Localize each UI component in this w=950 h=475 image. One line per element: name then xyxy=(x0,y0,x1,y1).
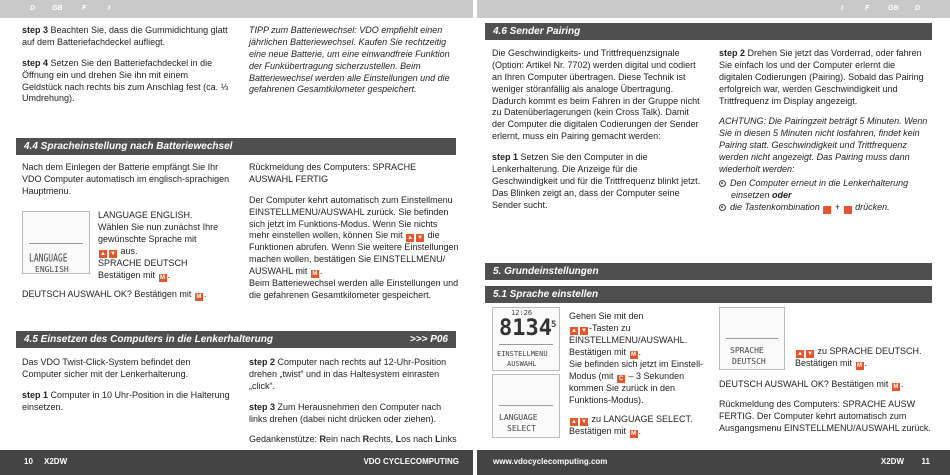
lcd-time: 12:26 xyxy=(511,309,533,317)
pairing-option-1: Den Computer erneut in die Lenkerhalterung einsetzen oder xyxy=(719,178,931,202)
up-key-icon: ▲ xyxy=(407,235,414,242)
section-4-6-right: step 2 Drehen Sie jetzt das Vorderrad, oder fahren Sie einfach los und der Computer erlernt die digitalen Codierungen (Pairing). Sobald das Pairing erfolgreich war, werden Geschwindigkeit und Trittfrequenz im Display angezeigt. ACHTUNG: Die Pairingzeit beträgt 5 Minuten. Wenn Sie in diesen 5 Minuten nicht losfahren, findet kein Pairing statt. Geschwindigkeit und Trittfrequenz werden nicht angezeigt. Das Pairing muss dann wiederholt werden: Den Computer erneut in die Lenkerhalterung einsetzen oder die Tastenkombination C + M drücken. xyxy=(719,48,931,214)
lcd-language-select xyxy=(492,374,560,438)
footer-left xyxy=(0,450,473,475)
lcd-text: AUSWAHL xyxy=(507,360,537,368)
lcd-language-english xyxy=(22,211,90,274)
lang-label-i: I xyxy=(108,5,110,12)
header-bar-right xyxy=(477,0,950,18)
lcd-text: LANGUAGE xyxy=(29,252,68,265)
lang-label-d: D xyxy=(915,5,921,12)
m-key-icon: M xyxy=(312,271,318,278)
m-key-icon: M xyxy=(631,431,637,438)
section-4-6-left: Die Geschwindigkeits- und Trittfrequenzsignale (Option: Artikel Nr. 7702) werden digital und codiert an Ihren Computer übertragen. Diese Technik ist weniger störanfällig als analoge Übertragung. Dadurch kommt es beim Fahren in der Gruppe nicht zu Datenüberlagerungen (kein Cross Talk). Damit der Computer die digitalen Codierungen der Sender erlernt, muss ein Pairing gemacht werden: step 1 Setzen Sie den Computer in die Lenkerhalterung. Die Anzeige für die Geschwindigkeit und für die Trittfrequenz blinkt jetzt. Das Blinken zeigt an, dass der Computer seine Sender sucht. xyxy=(492,48,701,210)
lcd-text: SPRACHE xyxy=(730,346,764,355)
battery-tip: TIPP zum Batteriewechsel: VDO empfiehlt einen jährlichen Batteriewechsel. Kaufen Sie rechtzeitig eine neue Batterie, um eine einwandfreie Funktion der Funkübertragung sicherzustellen. Beim Batteriewechsel werden alle Einstellungen und die gefahrenen Gesamtkilometer gespeichert. xyxy=(249,25,450,95)
up-key-icon: ▲ xyxy=(100,250,106,257)
lcd-text: DEUTSCH xyxy=(732,357,766,366)
page-gutter xyxy=(475,0,477,475)
section-title-5-1: 5.1 Sprache einstellen xyxy=(485,286,932,303)
lang-label-gb: GB xyxy=(888,5,899,12)
lcd-text: SELECT xyxy=(507,424,536,433)
down-key-icon: ▼ xyxy=(581,327,587,334)
section-title-4-5: 4.5 Einsetzen des Computers in die Lenkerhalterung >>> P06 xyxy=(16,331,456,348)
website-url[interactable]: www.vdocyclecomputing.com xyxy=(493,457,608,466)
page-number-right: 11 xyxy=(921,457,930,466)
lcd-text: ENGLISH xyxy=(35,265,69,274)
m-key-icon: M xyxy=(893,384,899,390)
m-key-icon: M xyxy=(631,351,637,358)
section-4-4-confirm: DEUTSCH AUSWAHL OK? Bestätigen mit M . xyxy=(22,289,207,300)
lcd-speed: 8134 xyxy=(499,316,552,341)
battery-steps xyxy=(22,25,230,114)
up-key-icon: ▲ xyxy=(797,351,803,357)
lcd-separator xyxy=(726,338,778,339)
step-4: step 4 Setzen Sie den Batteriefachdeckel in die Öffnung ein und drehen Sie ihn mit einem Geldstück nach rechts bis zum Anschlag fest (ca. ⅓ Umdrehung). xyxy=(22,57,229,104)
lcd-speed-decimal: 5 xyxy=(551,320,557,330)
section-5-1-col2-top: ▲ ▼ zu SPRACHE DEUTSCH. Bestätigen mit M . xyxy=(795,346,922,369)
bullet-icon xyxy=(719,204,726,211)
section-title-5: 5. Grundeinstellungen xyxy=(485,263,932,280)
model-name-right: X2DW xyxy=(880,457,904,466)
section-4-5-right: step 2 Computer nach rechts auf 12-Uhr-Position drehen „twist“ und in das Haltesystem einrasten „click“. step 3 Zum Herausnehmen den Computer nach links drehen (dabei nicht drücken oder ziehen). Gedankenstütze: Rein nach Rechts, Los nach Links xyxy=(249,357,459,455)
section-4-4-side: LANGUAGE ENGLISH. Wählen Sie nun zunächst Ihre gewünschte Sprache mit ▲ ▼ aus. SPRACHE DEUTSCH Bestätigen mit M . xyxy=(98,210,219,281)
lang-label-d: D xyxy=(30,5,36,12)
lang-label-gb: GB xyxy=(52,5,63,12)
page-number-left: 10 xyxy=(24,457,33,466)
section-title-4-6: 4.6 Sender Pairing xyxy=(485,23,932,40)
m-key-icon: M xyxy=(844,206,852,214)
section-4-4-right: Rückmeldung des Computers: SPRACHE AUSWAHL FERTIG Der Computer kehrt automatisch zum Einstellmenu EINSTELLMENU/AUSWAHL zurück. Sie befinden sich jetzt im Funktions-Modus. Wenn Sie nichts mehr einstellen wollen, können Sie mit ▲ ▼ die Funktionen abrufen. Wenn Sie weitere Einstellungen machen wollen, bestätigen Sie EINSTELLMENU/ AUSWAHL mit M . Beim Batteriewechsel werden alle Einstellungen und die gefahrenen Gesamtkilometer gespeichert. xyxy=(249,162,459,300)
model-name-left: X2DW xyxy=(44,457,68,466)
c-key-icon: C xyxy=(823,206,831,214)
down-key-icon: ▼ xyxy=(417,235,424,242)
c-key-icon: C xyxy=(618,375,624,382)
pairing-option-2: die Tastenkombination C + M drücken. xyxy=(719,202,931,214)
down-key-icon: ▼ xyxy=(807,351,813,357)
section-title-4-4: 4.4 Spracheinstellung nach Batteriewechsel xyxy=(16,138,456,155)
down-key-icon: ▼ xyxy=(110,250,116,257)
page-reference: >>> P06 xyxy=(409,334,448,345)
memo: Gedankenstütze: Rein nach Rechts, Los nach Links xyxy=(249,434,457,445)
m-key-icon: M xyxy=(160,274,166,281)
section-4-5-left: Das VDO Twist-Click-System befindet den Computer sicher mit der Lenkerhalterung. step 1 Computer in 10 Uhr-Position in die Halterung einsetzen. xyxy=(22,357,230,412)
lcd-text: LANGUAGE xyxy=(499,413,538,422)
lang-label-f: F xyxy=(865,5,870,12)
lcd-sprache-deutsch xyxy=(719,307,785,370)
lcd-text: EINSTELLMENU xyxy=(497,350,548,358)
up-key-icon: ▲ xyxy=(571,419,577,426)
section-4-4-intro: Nach dem Einlegen der Batterie empfängt Sie Ihr VDO Computer automatisch im englisch-sprachigen Hauptmenu. xyxy=(22,162,230,196)
bullet-icon xyxy=(719,180,726,187)
up-key-icon: ▲ xyxy=(571,327,577,334)
section-5-1-col2: DEUTSCH AUSWAHL OK? Bestätigen mit M . Rückmeldung des Computers: SPRACHE AUSW FERTIG. Der Computer kehrt automatisch zum Ausgangsmenu EINSTELLMENU/AUSWAHL zurück. xyxy=(719,379,931,433)
footer-right xyxy=(477,450,950,475)
header-bar-left xyxy=(0,0,473,18)
brand-name: VDO CYCLECOMPUTING xyxy=(363,457,459,466)
step-3: step 3 Beachten Sie, dass die Gummidichtung glatt auf dem Batteriefachdeckel aufliegt. xyxy=(22,25,228,47)
lcd-separator xyxy=(499,405,553,406)
section-5-1-col1: Gehen Sie mit den ▲ ▼ -Tasten zu EINSTELLMENU/AUSWAHL. Bestätigen mit M . Sie befinden sich jetzt im Einstell-Modus (mit C – 3 Sekunden kommen Sie zurück in den Funktions-Modus). ▲ ▼ zu LANGUAGE SELECT. Bestätigen mit M . xyxy=(569,311,704,438)
m-key-icon: M xyxy=(857,363,863,369)
lang-label-i: I xyxy=(841,5,843,12)
down-key-icon: ▼ xyxy=(581,419,587,426)
m-key-icon: M xyxy=(196,294,202,300)
lcd-separator xyxy=(499,344,553,345)
lcd-main-display xyxy=(492,307,560,371)
lang-label-f: F xyxy=(82,5,87,12)
lcd-separator xyxy=(29,243,83,244)
